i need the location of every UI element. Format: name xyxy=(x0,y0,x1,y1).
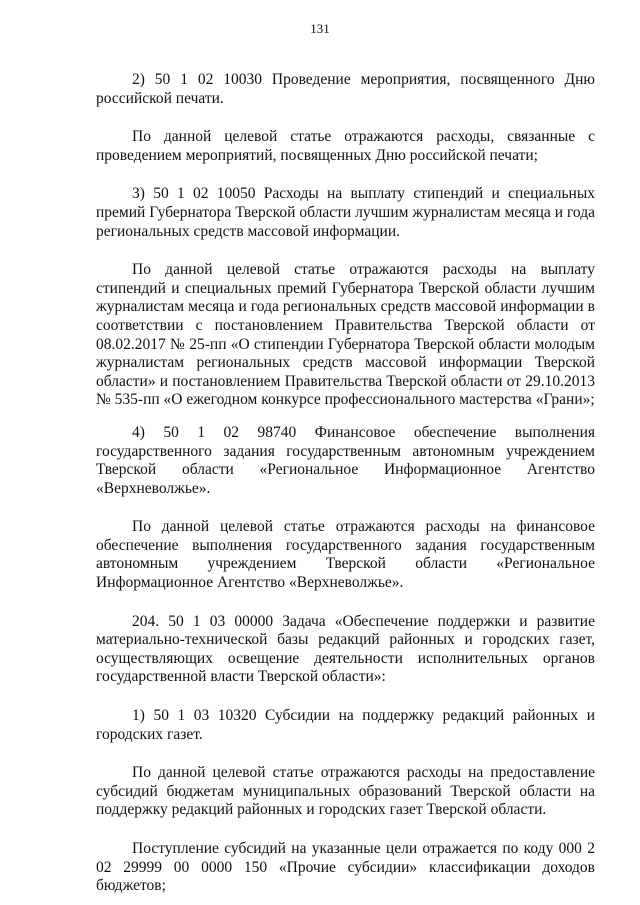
paragraph-item-3-heading: 3) 50 1 02 10050 Расходы на выплату стипендий и специальных премий Губернатора Тверской области лучшим журналистам месяца и года региональных средств массовой информации. xyxy=(96,185,595,240)
document-body xyxy=(96,71,595,896)
paragraph-item-1-description: По данной целевой статье отражаются расходы на предоставление субсидий бюджетам муниципальных образований Тверской области на поддержку редакций районных и городских газет Тверской области. xyxy=(96,764,595,819)
paragraph-section-204: 204. 50 1 03 00000 Задача «Обеспечение поддержки и развитие материально-технической базы редакций районных и городских газет, осуществляющих освещение деятельности исполнительных органов государственной власти Тверской области»: xyxy=(96,612,595,686)
paragraph-item-4-heading: 4) 50 1 02 98740 Финансовое обеспечение выполнения государственного задания государственным автономным учреждением Тверской области «Региональное Информационное Агентство «Верхневолжье». xyxy=(96,423,595,497)
paragraph-item-4-description: По данной целевой статье отражаются расходы на финансовое обеспечение выполнения государственного задания государственным автономным учреждением Тверской области «Региональное Информационное Агентство «Верхневолжье». xyxy=(96,518,595,592)
paragraph-item-2-heading: 2) 50 1 02 10030 Проведение мероприятия, посвященного Дню российской печати. xyxy=(96,71,595,107)
paragraph-item-1-heading: 1) 50 1 03 10320 Субсидии на поддержку редакций районных и городских газет. xyxy=(96,707,595,743)
page-number: 131 xyxy=(310,21,330,36)
paragraph-item-2-description: По данной целевой статье отражаются расходы, связанные с проведением мероприятий, посвященных Дню российской печати; xyxy=(96,128,595,164)
paragraph-subsidy-receipt: Поступление субсидий на указанные цели отражается по коду 000 2 02 29999 00 0000 150 «Прочие субсидии» классификации доходов бюджетов; xyxy=(96,840,595,895)
paragraph-item-3-description: По данной целевой статье отражаются расходы на выплату стипендий и специальных премий Губернатора Тверской области лучшим журналистам месяца и года региональных средств массовой информации в соответствии с постановлением Правительства Тверской области от 08.02.2017 № 25-пп «О стипендии Губернатора Тверской области молодым журналистам региональных средств массовой информации Тверской области» и постановлением Правительства Тверской области от 29.10.2013 № 535-пп «О ежегодном конкурсе профессионального мастерства «Грани»; xyxy=(96,261,595,409)
